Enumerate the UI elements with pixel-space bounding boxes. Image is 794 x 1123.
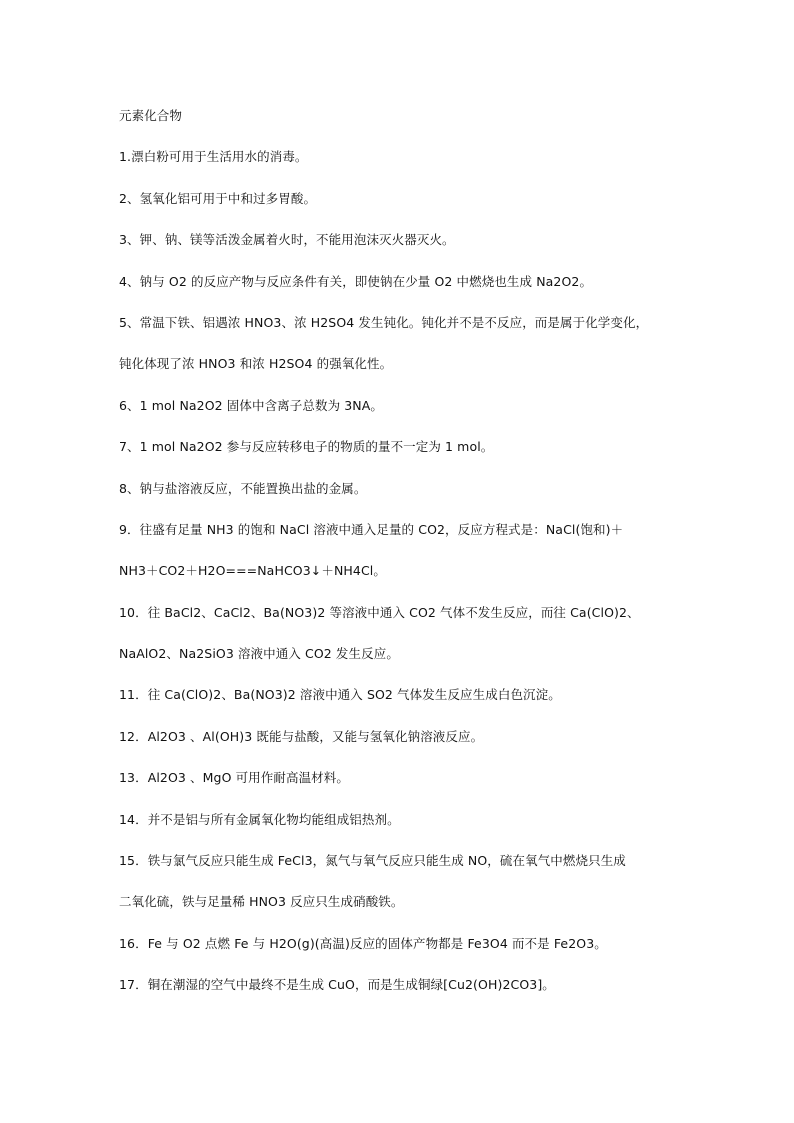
text-line: 10．往 BaCl2、CaCl2、Ba(NO3)2 等溶液中通入 CO2 气体不发生反应，而往 Ca(ClO)2、 [119,604,640,620]
text-line: 6、1 mol Na2O2 固体中含离子总数为 3NA。 [119,397,384,413]
text-line: 13．Al2O3 、MgO 可用作耐高温材料。 [119,770,349,786]
text-line: 4、钠与 O2 的反应产物与反应条件有关，即使钠在少量 O2 中燃烧也生成 Na2O2。 [119,273,593,289]
text-line: 11．往 Ca(ClO)2、Ba(NO3)2 溶液中通入 SO2 气体发生反应生成白色沉淀。 [119,687,561,703]
text-line: 8、钠与盐溶液反应，不能置换出盐的金属。 [119,480,367,496]
document-title: 元素化合物 [119,108,183,123]
text-line: 2、氢氧化铝可用于中和过多胃酸。 [119,190,317,206]
text-line: 7、1 mol Na2O2 参与反应转移电子的物质的量不一定为 1 mol。 [119,439,494,455]
text-line: 3、钾、钠、镁等活泼金属着火时，不能用泡沫灭火器灭火。 [119,232,455,248]
text-line: 9．往盛有足量 NH3 的饱和 NaCl 溶液中通入足量的 CO2，反应方程式是：NaCl(饱和)＋ [119,521,624,537]
text-line: 14．并不是铝与所有金属氧化物均能组成铝热剂。 [119,811,400,827]
document-content [119,106,684,1017]
text-line: 12．Al2O3 、Al(OH)3 既能与盐酸，又能与氢氧化钠溶液反应。 [119,728,484,744]
text-line: 17．铜在潮湿的空气中最终不是生成 CuO，而是生成铜绿[Cu2(OH)2CO3]。 [119,977,555,993]
text-line: NaAlO2、Na2SiO3 溶液中通入 CO2 发生反应。 [119,646,399,662]
text-line: 15．铁与氯气反应只能生成 FeCl3，氮气与氧气反应只能生成 NO，硫在氧气中燃烧只生成 [119,853,626,869]
text-line: 16．Fe 与 O2 点燃 Fe 与 H2O(g)(高温)反应的固体产物都是 Fe3O4 而不是 Fe2O3。 [119,935,607,951]
text-line: NH3＋CO2＋H2O===NaHCO3↓＋NH4Cl。 [119,563,386,579]
text-line: 5、常温下铁、铝遇浓 HNO3、浓 H2SO4 发生钝化。钝化并不是不反应，而是属于化学变化， [119,314,649,330]
text-line: 钝化体现了浓 HNO3 和浓 H2SO4 的强氧化性。 [119,356,393,372]
text-line: 1.漂白粉可用于生活用水的消毒。 [119,149,308,165]
text-line: 二氧化硫，铁与足量稀 HNO3 反应只生成硝酸铁。 [119,894,404,910]
